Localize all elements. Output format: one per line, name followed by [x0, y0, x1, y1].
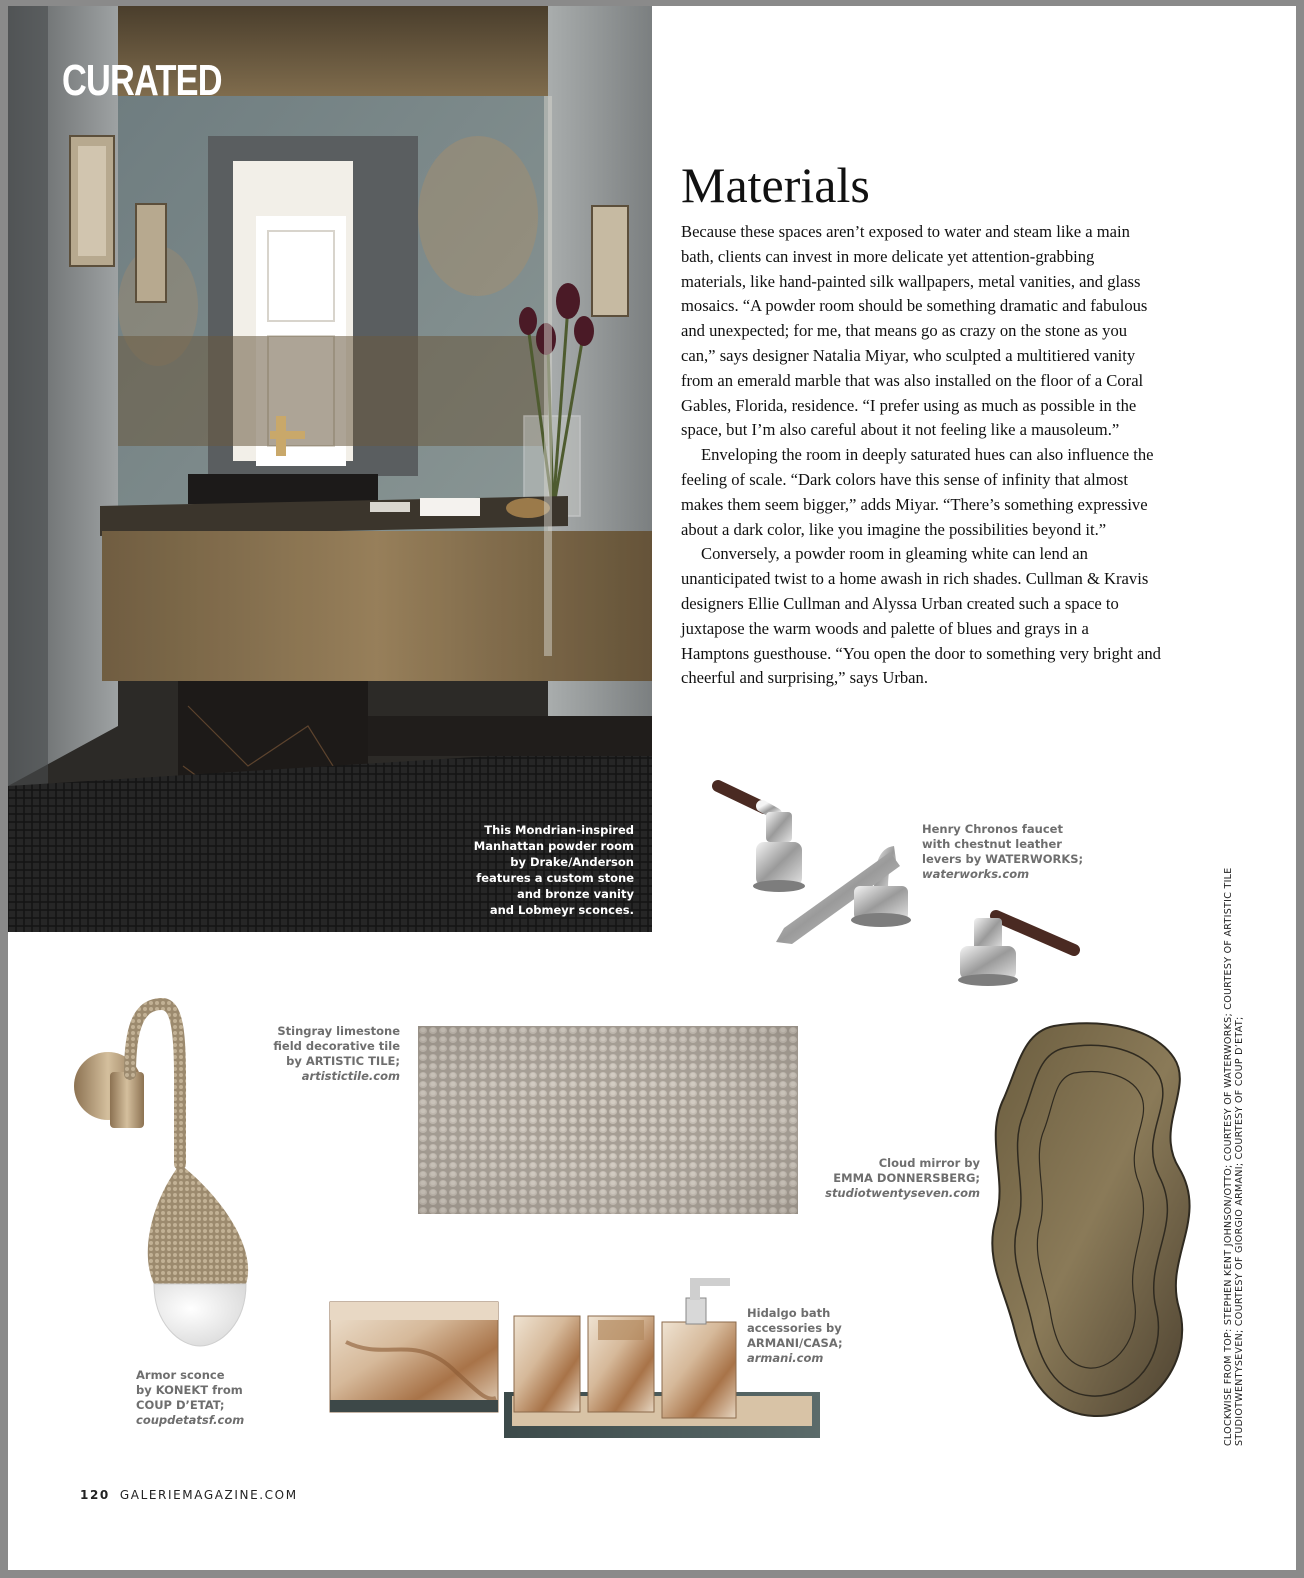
photo-credit	[1223, 726, 1245, 1446]
caption-line: Cloud mirror by	[878, 1156, 980, 1170]
credit-line: STUDIOTWENTYSEVEN; COURTESY OF GIORGIO ARMANI; COURTESY OF COUP D’ETAT;	[1234, 1016, 1245, 1446]
paragraph: Because these spaces aren’t exposed to water and steam like a main bath, clients can invest in more delicate yet attention-grabbing materials, like hand-painted silk wallpapers, metal vanities, and glass mosaics. “A powder room should be something dramatic and fabulous and unexpected; for me, that means go as crazy on the stone as you can,” says designer Natalia Miyar, who sculpted a multitiered vanity from an emerald marble that was also installed on the floor of a Coral Gables, Florida, residence. “I prefer using as much as possible in the space, but I’m also careful about it not feeling like a mausoleum.”	[681, 222, 1148, 440]
caption-line: ARMANI/CASA;	[747, 1336, 843, 1350]
hero-caption	[414, 822, 634, 918]
sconce-image	[70, 994, 260, 1362]
faucet-caption	[922, 822, 1083, 882]
magazine-page	[8, 6, 1296, 1570]
powder-room-illustration	[8, 6, 652, 932]
page-number: 120	[80, 1488, 110, 1502]
caption-line: accessories by	[747, 1321, 842, 1335]
hero-caption-line: Manhattan powder room	[473, 839, 634, 853]
caption-line: field decorative tile	[273, 1039, 400, 1053]
caption-link[interactable]: waterworks.com	[922, 867, 1030, 881]
article-body	[681, 220, 1161, 691]
sconce-caption	[136, 1368, 244, 1428]
caption-line: by KONEKT from	[136, 1383, 243, 1397]
hero-caption-line: This Mondrian-inspired	[484, 823, 634, 837]
paragraph: Enveloping the room in deeply saturated hues can also influence the feeling of scale. “Dark colors have this sense of infinity that almost makes them seem bigger,” adds Miyar. “There’s something expressive about a dark color, like you imagine the possibilities beyond it.”	[681, 445, 1154, 539]
caption-link[interactable]: studiotwentyseven.com	[825, 1186, 980, 1200]
caption-link[interactable]: coupdetatsf.com	[136, 1413, 245, 1427]
caption-line: COUP D’ETAT;	[136, 1398, 225, 1412]
hero-caption-line: and bronze vanity	[516, 887, 634, 901]
caption-line: Stingray limestone	[277, 1024, 400, 1038]
section-label: CURATED	[62, 56, 222, 105]
armor-sconce-illustration	[70, 994, 260, 1362]
site-name[interactable]: GALERIEMAGAZINE.COM	[119, 1488, 298, 1502]
caption-link[interactable]: armani.com	[747, 1351, 824, 1365]
caption-line: Henry Chronos faucet	[922, 822, 1063, 836]
tile-caption	[258, 1024, 400, 1084]
hero-photo	[8, 6, 652, 932]
caption-line: Hidalgo bath	[747, 1306, 831, 1320]
paragraph: Conversely, a powder room in gleaming white can lend an unanticipated twist to a home awash in rich shades. Cullman & Kravis designers Ellie Cullman and Alyssa Urban created such a space to juxtapose the warm woods and palette of blues and grays in a Hamptons guesthouse. “You open the door to something very bright and cheerful and surprising,” says Urban.	[681, 544, 1161, 688]
article-heading: Materials	[681, 157, 870, 213]
hero-caption-line: and Lobmeyr sconces.	[489, 903, 634, 917]
tile-image	[418, 1026, 798, 1214]
cloud-mirror-illustration	[984, 1018, 1204, 1428]
hero-caption-line: by Drake/Anderson	[510, 855, 634, 869]
page-footer	[80, 1488, 298, 1502]
caption-line: levers by WATERWORKS;	[922, 852, 1084, 866]
caption-line: by ARTISTIC TILE;	[286, 1054, 400, 1068]
caption-line: Armor sconce	[136, 1368, 225, 1382]
caption-link[interactable]: artistictile.com	[301, 1069, 400, 1083]
mirror-image	[984, 1018, 1204, 1428]
bath-caption	[747, 1306, 843, 1366]
mirror-caption	[800, 1156, 980, 1201]
caption-line: EMMA DONNERSBERG;	[833, 1171, 980, 1185]
credit-line: CLOCKWISE FROM TOP: STEPHEN KENT JOHNSON/OTTO; COURTESY OF WATERWORKS; COURTESY OF ARTISTIC TILE	[1223, 867, 1234, 1446]
hero-caption-line: features a custom stone	[476, 871, 634, 885]
tile-illustration	[418, 1026, 798, 1214]
caption-line: with chestnut leather	[922, 837, 1062, 851]
